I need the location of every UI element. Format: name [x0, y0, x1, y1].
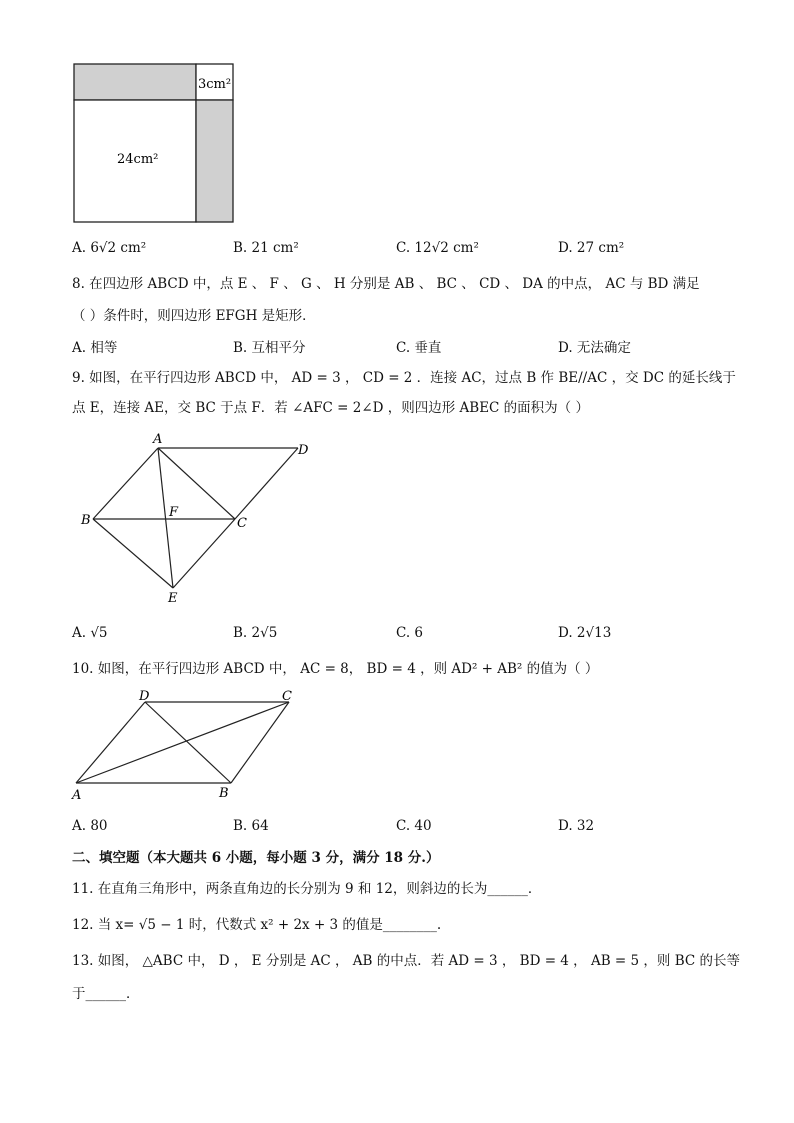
q8-line-1: 8. 在四边形 ABCD 中，点 E 、 F 、 G 、 H 分别是 AB 、 BC 、 CD 、 DA 的中点， AC 与 BD 满足 — [72, 276, 700, 292]
section-2-title: 二、填空题（本大题共 6 小题，每小题 3 分，满分 18 分.） — [72, 850, 440, 866]
q8-option-a: A. 相等 — [72, 340, 118, 356]
q10-line-1: 10. 如图，在平行四边形 ABCD 中， AC = 8， BD = 4 ，则 AD² + AB² 的值为（ ） — [72, 661, 599, 677]
q8-option-c: C. 垂直 — [396, 340, 442, 356]
q9-parallelogram-figure — [78, 430, 318, 610]
q13-line-1: 13. 如图， △ABC 中， D ， E 分别是 AC ， AB 的中点．若 AD = 3 ， BD = 4 ， AB = 5 ，则 BC 的长等 — [72, 953, 740, 969]
q10-point-b: B — [219, 786, 229, 801]
q7-option-b: B. 21 cm² — [233, 240, 299, 256]
q7-option-c: C. 12√2 cm² — [396, 240, 479, 256]
q11-text: 11. 在直角三角形中，两条直角边的长分别为 9 和 12，则斜边的长为______． — [72, 881, 542, 897]
q10-parallelogram-figure — [68, 688, 308, 806]
top-shaded-rect — [74, 64, 196, 100]
q10-option-d: D. 32 — [558, 818, 595, 834]
q7-option-d: D. 27 cm² — [558, 240, 625, 256]
q9-point-b: B — [81, 513, 91, 528]
q7-option-a: A. 6√2 cm² — [72, 240, 147, 256]
q9-line-1: 9. 如图，在平行四边形 ABCD 中， AD = 3 ， CD = 2 ．连接 AC，过点 B 作 BE//AC ，交 DC 的延长线于 — [72, 370, 736, 386]
q8-option-d: D. 无法确定 — [558, 340, 631, 356]
q13-line-2: 于______． — [72, 986, 140, 1002]
q9-option-a: A. √5 — [72, 625, 108, 641]
q10-point-d: D — [139, 689, 150, 704]
q10-option-a: A. 80 — [72, 818, 108, 834]
large-square-label: 24cm² — [117, 152, 159, 167]
small-square-label: 3cm² — [198, 77, 232, 92]
q9-point-e: E — [168, 591, 178, 606]
q9-option-d: D. 2√13 — [558, 625, 612, 641]
q10-option-b: B. 64 — [233, 818, 269, 834]
q12-text: 12. 当 x= √5 − 1 时，代数式 x² + 2x + 3 的值是________. — [72, 917, 442, 933]
q10-point-c: C — [282, 689, 292, 704]
q9-line-2: 点 E，连接 AE，交 BC 于点 F．若 ∠AFC = 2∠D ，则四边形 ABEC 的面积为（ ） — [72, 400, 589, 416]
q9-point-f: F — [169, 505, 179, 520]
q10-point-a: A — [72, 788, 82, 803]
q9-point-d: D — [298, 443, 309, 458]
q9-option-b: B. 2√5 — [233, 625, 278, 641]
q7-square-figure — [70, 60, 240, 228]
q9-point-c: C — [237, 516, 247, 531]
q8-option-b: B. 互相平分 — [233, 340, 306, 356]
q9-option-c: C. 6 — [396, 625, 424, 641]
q10-option-c: C. 40 — [396, 818, 432, 834]
q8-line-2: （ ）条件时，则四边形 EFGH 是矩形． — [72, 308, 316, 324]
q9-point-a: A — [153, 432, 163, 447]
right-shaded-rect — [196, 100, 233, 222]
